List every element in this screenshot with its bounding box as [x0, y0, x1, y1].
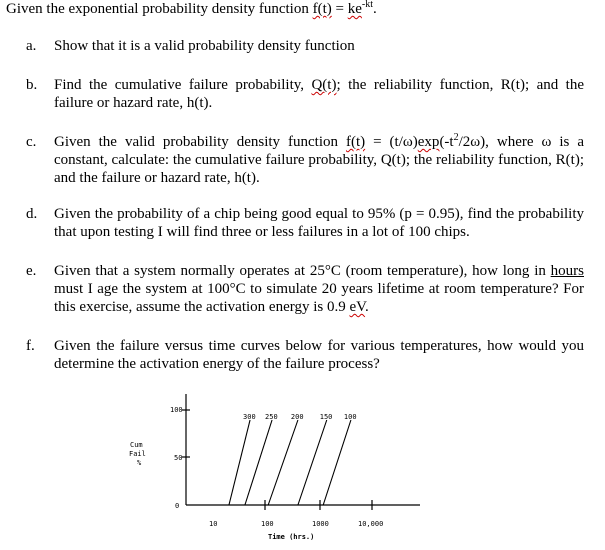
curve-200	[268, 420, 298, 505]
curve-150	[298, 420, 327, 505]
intro-text: Given the exponential probability density function $f(t) = ke^{-kt}$.	[6, 0, 377, 17]
curve-250	[245, 420, 272, 505]
question-f: f. Given the failure versus time curves below for various temperatures, how would you determine the activation energy of the failure process?	[26, 338, 584, 372]
curve-label-150: 150	[319, 413, 333, 421]
x-label-10: 10	[209, 520, 218, 528]
x-axis-title: Time (hrs.)	[268, 533, 315, 541]
y-axis-title-2: Fail	[129, 450, 146, 458]
question-d: d. Given the probability of a chip being good equal to 95% (p = 0.95), find the probability that upon testing I will find three or less failures in a lot of 100 chips.	[26, 206, 584, 240]
y-axis-title-1: Cum	[130, 441, 143, 449]
curve-label-200: 200	[290, 413, 304, 421]
y-label-0: 0	[175, 502, 180, 510]
curve-label-300: 300	[243, 413, 256, 421]
curve-100	[323, 420, 351, 505]
question-e: e. Given that a system normally operates at 25°C (room temperature), how long in hours must I age the system at 100°C to simulate 20 years lifetime at room temperature? For this exercise, assume the activation energy is 0.9 eV.	[26, 263, 584, 315]
x-label-10000: 10,000	[358, 520, 384, 528]
y-axis-title-3: %	[137, 459, 142, 467]
curve-label-100: 100	[343, 413, 357, 421]
question-a: a. Show that it is a valid probability density function	[26, 38, 355, 54]
x-label-1000: 1000	[312, 520, 329, 528]
y-label-50: 50	[174, 454, 183, 462]
question-b: b. Find the cumulative failure probability, Q(t); the reliability function, R(t); and the failure or hazard rate, h(t).	[26, 77, 585, 111]
question-c: c. Given the valid probability density function $f(t) = (t/\omega)\exp(-t^2/2\omega)$, where ω is a constant, calculate: the cumulative failure probability, Q(t); the reliability function, R(t); and the failure or hazard rate, h(t).	[26, 132, 584, 186]
curve-label-250: 250	[265, 413, 278, 421]
curve-300	[229, 420, 250, 505]
y-label-100: 100	[170, 406, 183, 414]
x-label-100: 100	[261, 520, 274, 528]
